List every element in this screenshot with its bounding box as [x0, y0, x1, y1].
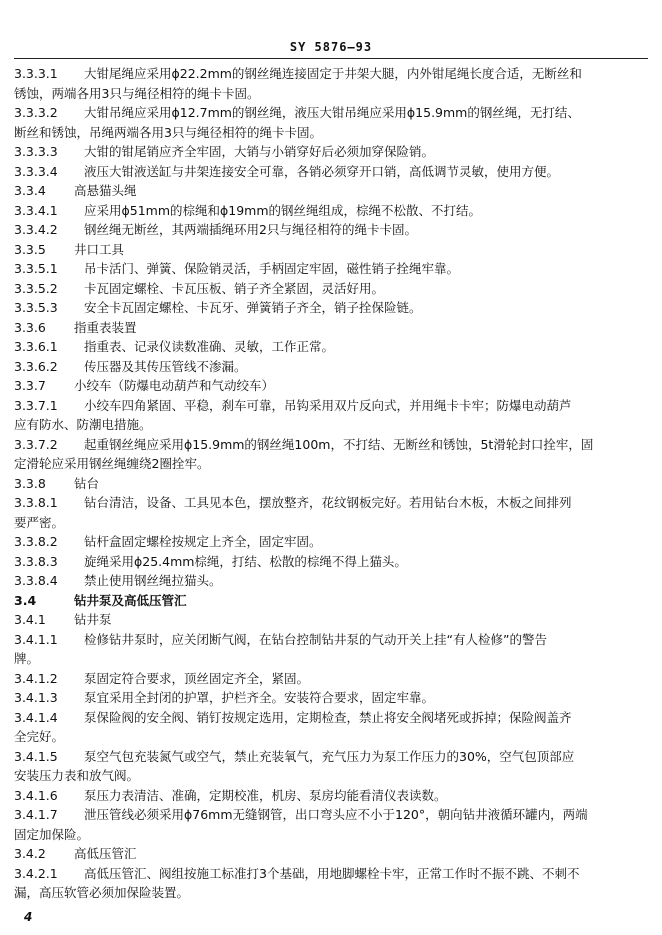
text-line — [14, 181, 648, 201]
text-line — [14, 64, 648, 84]
text-line — [14, 376, 648, 396]
text-line — [14, 220, 648, 240]
page-number: 4 — [24, 910, 33, 924]
clause-text: 泵固定符合要求，顶丝固定齐全，紧固。 — [84, 670, 310, 686]
clause-number: 3.3.5.1 — [14, 261, 58, 276]
clause-number: 3.3.5.3 — [14, 300, 58, 315]
text-line — [14, 883, 648, 903]
text-line — [14, 708, 648, 728]
text-line — [14, 298, 648, 318]
text-line — [14, 474, 648, 494]
clause-number: 3.3.3.3 — [14, 144, 58, 159]
text-line — [14, 786, 648, 806]
text-line — [14, 435, 648, 455]
clause-text: 高低压管汇、阀组按施工标准打3个基础，用地脚螺栓卡牢，正常工作时不振不跳、不刺不 — [84, 865, 580, 881]
text-line — [14, 825, 648, 845]
clause-number: 3.3.4.1 — [14, 202, 58, 218]
clause-text: 固定加保险。 — [14, 826, 90, 842]
text-line — [14, 454, 648, 474]
clause-text: 吊卡活门、弹簧、保险销灵活，手柄固定牢固，磁性销子拴绳牢靠。 — [84, 261, 460, 276]
header-rule — [14, 58, 648, 59]
clause-text: 断丝和锈蚀，吊绳两端各用3只与绳径相符的绳卡卡固。 — [14, 124, 322, 140]
clause-number: 3.3.4.2 — [14, 222, 58, 237]
page-header: SY 5876—93 — [289, 40, 373, 54]
text-line — [14, 864, 648, 884]
clause-number: 3.3.5.2 — [14, 280, 58, 296]
text-line — [14, 591, 648, 611]
clause-text: 传压器及其传压管线不渗漏。 — [84, 358, 247, 374]
clause-number: 3.3.4 — [14, 183, 46, 198]
text-line — [14, 259, 648, 279]
clause-number: 3.4.1.1 — [14, 631, 58, 647]
clause-number: 3.3.7.1 — [14, 397, 58, 413]
clause-number: 3.3.8.4 — [14, 573, 58, 588]
clause-text: 指重表装置 — [74, 319, 137, 335]
clause-number: 3.3.3.4 — [14, 163, 58, 179]
text-line — [14, 532, 648, 552]
text-line — [14, 571, 648, 591]
text-line — [14, 396, 648, 416]
clause-number: 3.4.1.7 — [14, 807, 58, 822]
clause-text: 钻井泵及高低压管汇 — [74, 592, 187, 608]
document-body — [14, 64, 648, 903]
clause-number: 3.4.1 — [14, 612, 46, 627]
clause-text: 要严密。 — [14, 514, 65, 530]
text-line — [14, 844, 648, 864]
clause-number: 3.3.8.3 — [14, 553, 58, 569]
clause-text: 禁止使用钢丝绳拉猫头。 — [84, 573, 222, 588]
clause-text: 钻台 — [74, 475, 100, 491]
clause-text: 全完好。 — [14, 729, 65, 744]
text-line — [14, 337, 648, 357]
text-line — [14, 552, 648, 572]
text-line — [14, 318, 648, 338]
text-line — [14, 630, 648, 650]
clause-text: 旋绳采用ϕ25.4mm棕绳，打结、松散的棕绳不得上猫头。 — [84, 553, 407, 569]
text-line — [14, 123, 648, 143]
text-line — [14, 142, 648, 162]
text-line — [14, 747, 648, 767]
text-line — [14, 669, 648, 689]
clause-number: 3.3.6.2 — [14, 358, 58, 374]
clause-text: 泵宜采用全封闭的护罩，护栏齐全。安装符合要求，固定牢靠。 — [84, 690, 435, 705]
clause-number: 3.4.2.1 — [14, 865, 58, 881]
text-line — [14, 805, 648, 825]
clause-text: 应采用ϕ51mm的棕绳和ϕ19mm的钢丝绳组成，棕绳不松散、不打结。 — [84, 202, 482, 218]
clause-number: 3.4.1.3 — [14, 690, 58, 705]
clause-text: 高悬猫头绳 — [74, 183, 137, 198]
clause-text: 检修钻井泵时，应关闭断气阀，在钻台控制钻井泵的气动开关上挂“有人检修”的警告 — [84, 631, 547, 647]
clause-text: 安全卡瓦固定螺栓、卡瓦牙、弹簧销子齐全，销子拴保险链。 — [84, 300, 422, 315]
clause-number: 3.3.6.1 — [14, 339, 58, 354]
clause-text: 应有防水、防潮电措施。 — [14, 417, 152, 432]
text-line — [14, 162, 648, 182]
clause-text: 泵压力表清洁、准确，定期校准，机房、泵房均能看清仪表读数。 — [84, 787, 447, 803]
text-line — [14, 415, 648, 435]
clause-number: 3.3.7 — [14, 378, 46, 393]
clause-number: 3.3.8.1 — [14, 495, 58, 510]
clause-text: 小绞车（防爆电动葫芦和气动绞车） — [74, 378, 275, 393]
text-line — [14, 649, 648, 669]
clause-text: 漏，高压软管必须加保险装置。 — [14, 885, 190, 900]
clause-text: 液压大钳液送缸与井架连接安全可靠，各销必须穿开口销，高低调节灵敏，使用方便。 — [84, 163, 560, 179]
clause-text: 泵保险阀的安全阀、销钉按规定选用，定期检查，禁止将安全阀堵死或拆掉；保险阀盖齐 — [84, 709, 572, 725]
text-line — [14, 727, 648, 747]
clause-text: 指重表、记录仪读数准确、灵敏，工作正常。 — [84, 339, 335, 354]
clause-text: 钻台清洁，设备、工具见本色，摆放整齐，花纹钢板完好。若用钻台木板，木板之间排列 — [84, 495, 572, 510]
clause-text: 定滑轮应采用钢丝绳缠绕2圈拴牢。 — [14, 456, 210, 471]
text-line — [14, 279, 648, 299]
clause-number: 3.3.8 — [14, 475, 46, 491]
text-line — [14, 688, 648, 708]
clause-number: 3.4.1.2 — [14, 670, 58, 686]
clause-text: 大钳吊绳应采用ϕ12.7mm的钢丝绳，液压大钳吊绳应采用ϕ15.9mm的钢丝绳，无打结、 — [84, 105, 580, 120]
clause-text: 卡瓦固定螺栓、卡瓦压板、销子齐全紧固，灵活好用。 — [84, 280, 385, 296]
text-line — [14, 201, 648, 221]
clause-number: 3.3.5 — [14, 241, 46, 257]
clause-text: 泄压管线必须采用ϕ76mm无缝钢管，出口弯头应不小于120°，朝向钻井液循环罐内，两端 — [84, 807, 588, 822]
clause-text: 钢丝绳无断丝，其两端插绳环用2只与绳径相符的绳卡卡固。 — [84, 222, 417, 237]
clause-number: 3.3.6 — [14, 319, 46, 335]
clause-number: 3.4.2 — [14, 846, 46, 861]
text-line — [14, 766, 648, 786]
clause-text: 大钳尾绳应采用ϕ22.2mm的钢丝绳连接固定于井架大腿，内外钳尾绳长度合适，无断丝和 — [84, 66, 582, 81]
clause-text: 大钳的钳尾销应齐全牢固，大销与小销穿好后必须加穿保险销。 — [84, 144, 435, 159]
clause-number: 3.4.1.4 — [14, 709, 58, 725]
clause-text: 钻杆盒固定螺栓按规定上齐全，固定牢固。 — [84, 534, 322, 549]
clause-text: 泵空气包充装氮气或空气，禁止充装氧气，充气压力为泵工作压力的30%，空气包顶部应 — [84, 748, 575, 764]
clause-text: 锈蚀，两端各用3只与绳径相符的绳卡卡固。 — [14, 85, 260, 101]
clause-number: 3.3.3.2 — [14, 105, 58, 120]
clause-text: 安装压力表和放气阀。 — [14, 768, 140, 783]
clause-number: 3.3.8.2 — [14, 534, 58, 549]
clause-number: 3.3.7.2 — [14, 436, 58, 452]
clause-text: 小绞车四角紧固、平稳，刹车可靠，吊钩采用双片反向式，并用绳卡卡牢；防爆电动葫芦 — [84, 397, 572, 413]
text-line — [14, 240, 648, 260]
clause-text: 高低压管汇 — [74, 846, 137, 861]
clause-text: 井口工具 — [74, 241, 125, 257]
clause-text: 起重钢丝绳应采用ϕ15.9mm的钢丝绳100m，不打结、无断丝和锈蚀，5t滑轮封口拴牢，固 — [84, 436, 594, 452]
clause-number: 3.4.1.6 — [14, 787, 58, 803]
text-line — [14, 493, 648, 513]
clause-text: 牌。 — [14, 651, 40, 666]
clause-number: 3.3.3.1 — [14, 66, 58, 81]
text-line — [14, 513, 648, 533]
text-line — [14, 610, 648, 630]
text-line — [14, 357, 648, 377]
clause-number: 3.4.1.5 — [14, 748, 58, 764]
clause-text: 钻井泵 — [74, 612, 112, 627]
text-line — [14, 103, 648, 123]
clause-number: 3.4 — [14, 592, 37, 608]
text-line — [14, 84, 648, 104]
